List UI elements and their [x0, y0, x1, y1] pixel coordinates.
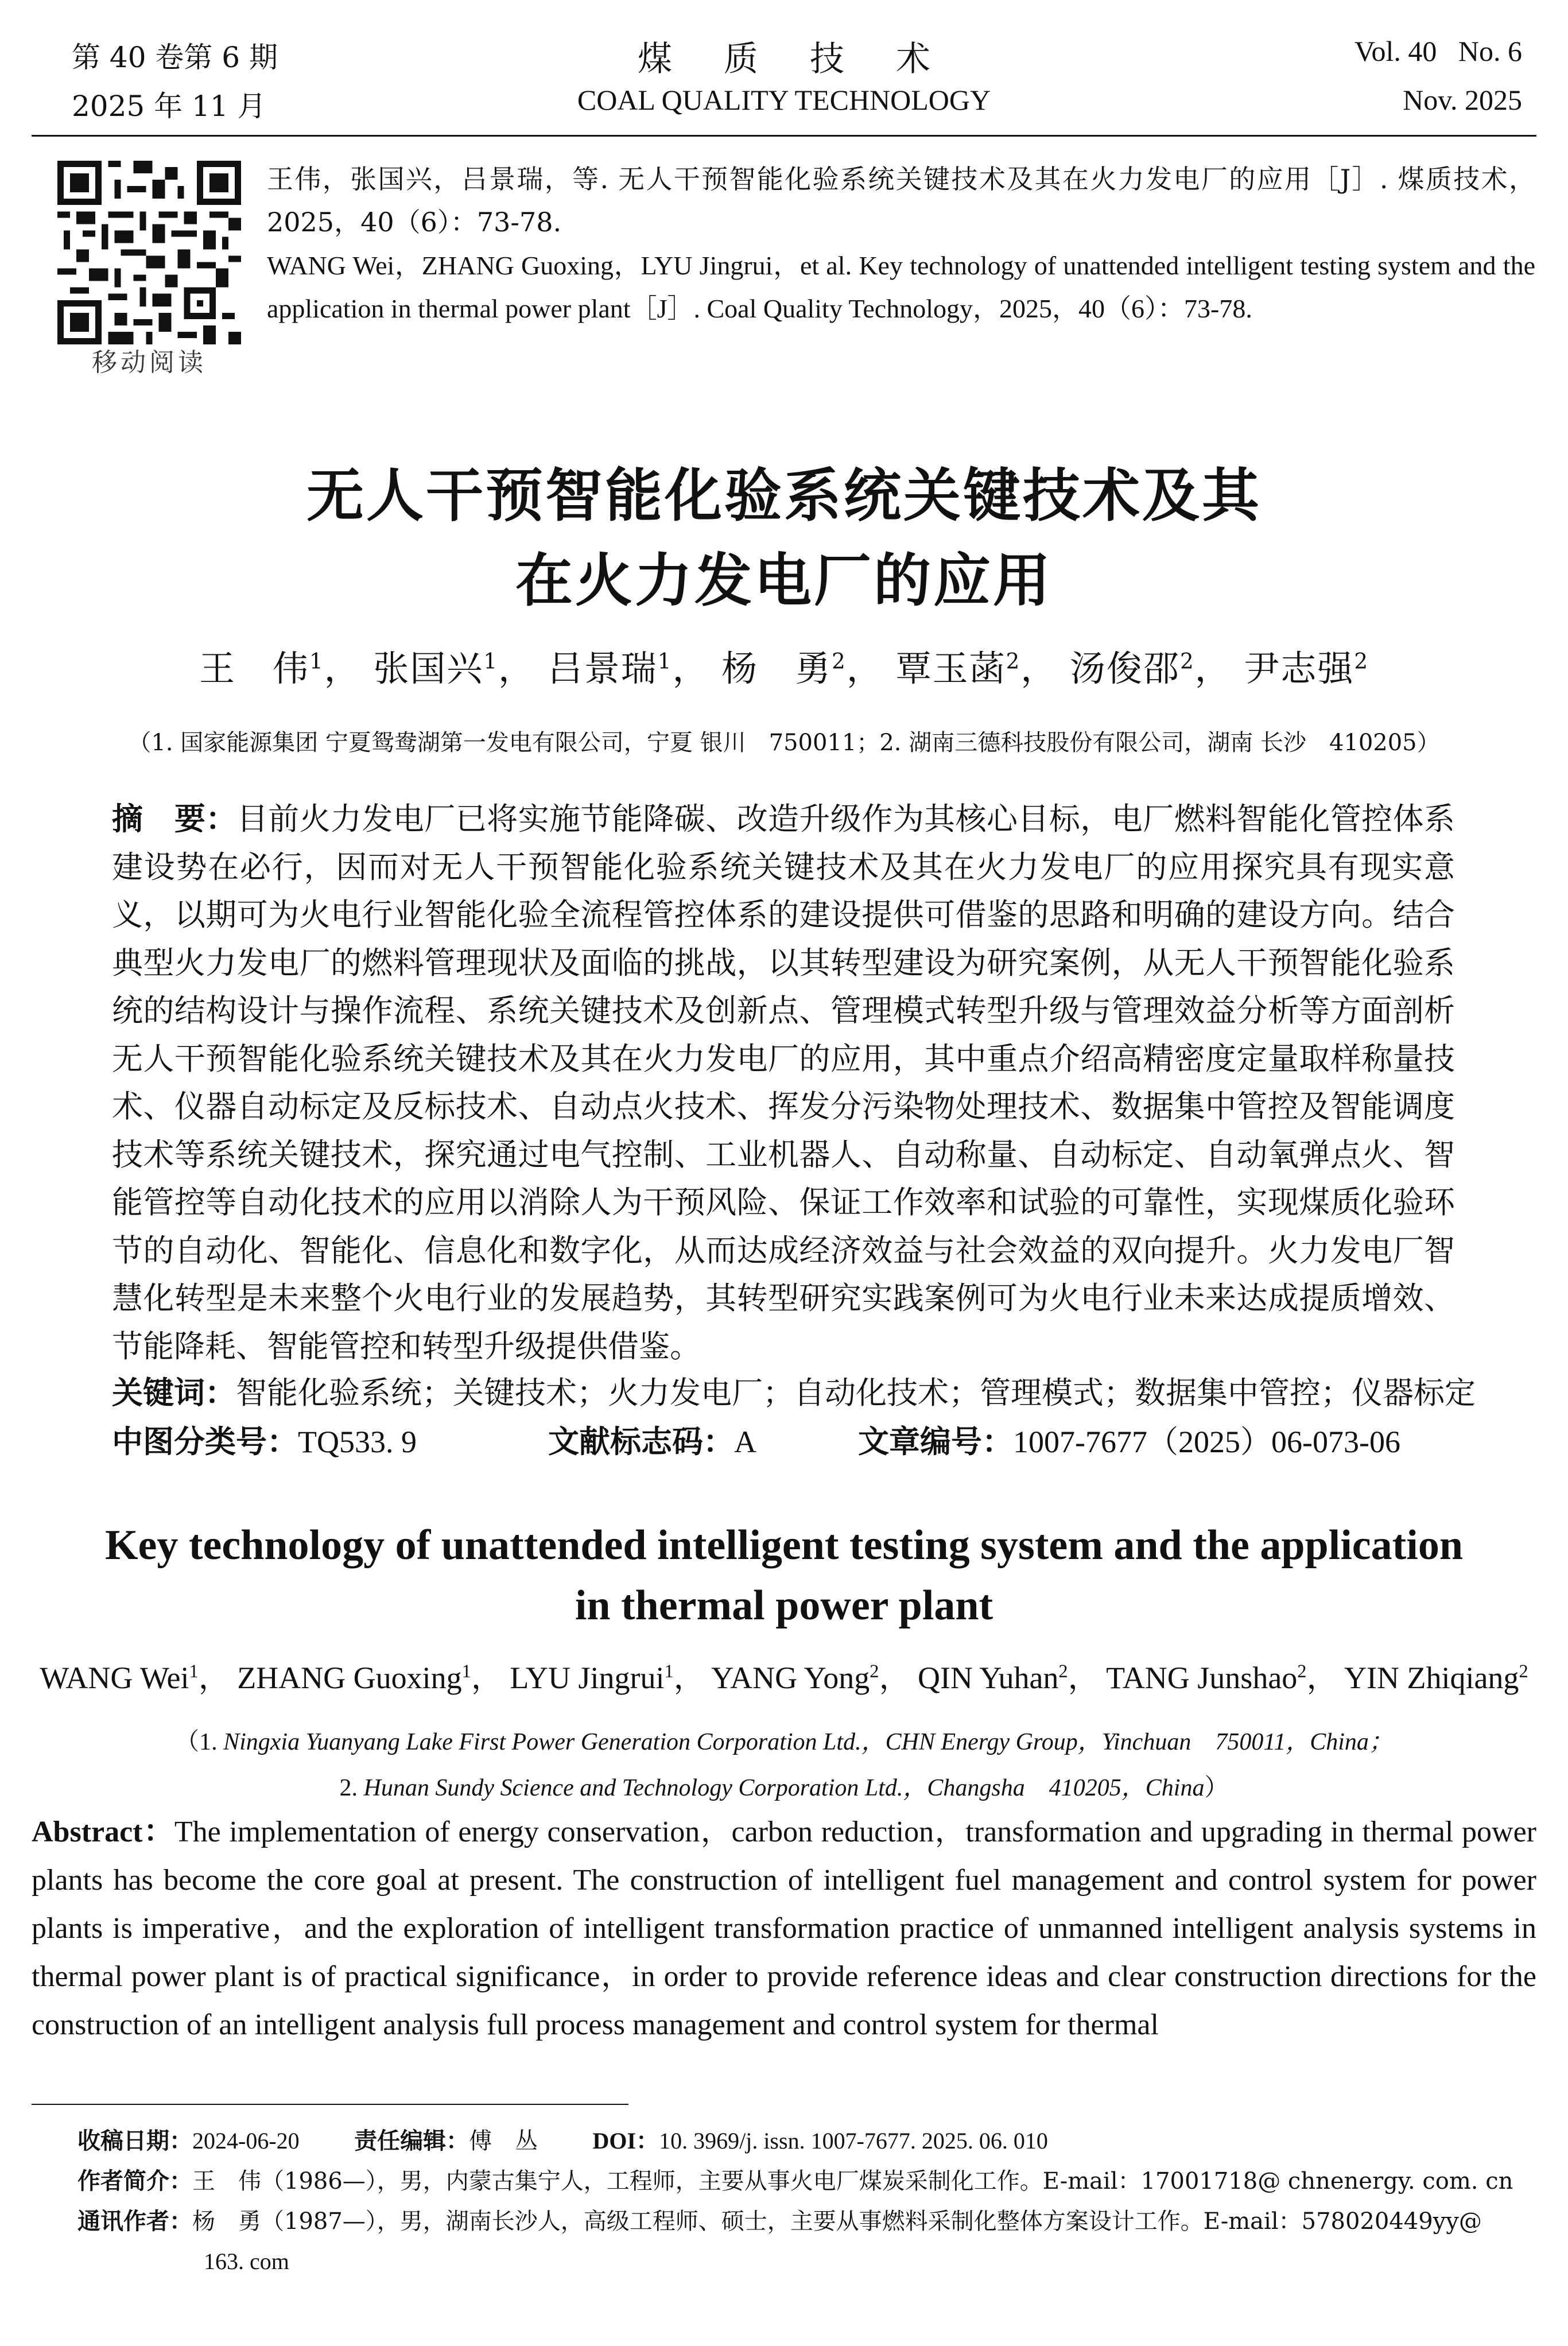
header-volume-en: Vol. 40 No. 6	[1354, 35, 1522, 67]
citation-block	[267, 158, 1535, 330]
author-list-zh: 王 伟$^1$， 张国兴$^1$， 吕景瑞$^1$， 杨 勇$^2$， 覃玉菡$^2$， 汤俊邵$^2$， 尹志强$^2$	[199, 647, 1369, 689]
author-zh: 吕景瑞$^1$	[547, 647, 673, 689]
document-code: 文献标志码：A	[548, 1424, 756, 1460]
header-date-en: Nov. 2025	[1403, 84, 1522, 116]
author-zh: 王 伟$^1$	[199, 647, 324, 689]
author-en: LYU Jingrui$^1$	[510, 1661, 674, 1695]
author-en: TANG Junshao$^2$	[1106, 1661, 1307, 1695]
abstract-zh	[112, 795, 1455, 1370]
author-en: YIN Zhiqiang$^2$	[1344, 1661, 1528, 1695]
qr-code-icon[interactable]	[57, 161, 241, 344]
author-zh: 尹志强$^2$	[1244, 647, 1369, 689]
header-date-zh: 2025 年 11 月	[72, 90, 266, 123]
author-zh: 张国兴$^1$	[373, 647, 499, 689]
footnote-corresponding: 通讯作者：杨 勇（1987—），男，湖南长沙人，高级工程师、硕士，主要从事燃料采制化整体方案设计工作。E-mail：578020449yy@	[77, 2208, 1482, 2235]
paper-title-en-line2: in thermal power plant	[575, 1582, 993, 1629]
paper-title-zh-line2: 在火力发电厂的应用	[515, 547, 1053, 614]
abstract-zh-label: 摘 要：	[112, 801, 237, 837]
footnote-author-bio: 作者简介：王 伟（1986—），男，内蒙古集宁人，工程师，主要从事火电厂煤炭采制化工作。E-mail：17001718@ chnenergy. com. cn	[77, 2168, 1513, 2194]
footnote-block	[77, 2121, 1536, 2282]
footnote-rule	[32, 2104, 628, 2105]
affiliation-en	[0, 1719, 1568, 1811]
author-zh: 汤俊邵$^2$	[1069, 647, 1195, 689]
footnote-received: 收稿日期：2024-06-20 责任编辑：傅 丛 DOI：10. 3969/j. issn. 1007-7677. 2025. 06. 010	[77, 2128, 1048, 2154]
affiliation-en-line2: 2. Hunan Sundy Science and Technology Corporation Ltd.，Changsha 410205，China）	[339, 1775, 1229, 1801]
abstract-en-label: Abstract：	[32, 1816, 174, 1848]
author-list-en: WANG Wei$^1$， ZHANG Guoxing$^1$， LYU Jingrui$^1$， YANG Yong$^2$， QIN Yuhan$^2$， TANG Junshao$^2$， YIN Zhiqiang$^2$	[40, 1661, 1528, 1695]
citation-en: WANG Wei，ZHANG Guoxing，LYU Jingrui，et al. Key technology of unattended intelligent testing system and the application in thermal power plant［J］. Coal Quality Technology，2025，40（6）：73-78.	[267, 251, 1535, 323]
affiliation-en-line1: （1. Ningxia Yuanyang Lake First Power Generation Corporation Ltd.，CHN Energy Group，Yinchuan 750011，China；	[175, 1729, 1393, 1755]
paper-title-en	[0, 1515, 1568, 1636]
article-number: 文章编号：1007-7677（2025）06-073-06	[858, 1424, 1400, 1460]
paper-title-en-line1: Key technology of unattended intelligent testing system and the application	[105, 1522, 1463, 1569]
keywords-zh-text: 智能化验系统；关键技术；火力发电厂；自动化技术；管理模式；数据集中管控；仪器标定	[236, 1375, 1476, 1411]
header-volume-zh: 第 40 卷第 6 期	[72, 41, 278, 74]
abstract-en-text: The implementation of energy conservation，carbon reduction，transformation and upgrading in thermal power plants has become the core goal at present. The construction of intelligent fuel management and control system for power plants is imperative，and the exploration of intelligent transformation practice of unmanned intelligent analysis systems in thermal power plant is of practical significance，in order to provide reference ideas and clear construction directions for the construction of an intelligent analysis full process management and control system for thermal	[32, 1816, 1536, 2041]
keywords-zh	[112, 1369, 1476, 1417]
journal-name-zh: 煤质技术	[638, 39, 982, 79]
author-en: WANG Wei$^1$	[40, 1661, 199, 1695]
affiliation-zh: （1. 国家能源集团 宁夏鸳鸯湖第一发电有限公司，宁夏 银川 750011；2. 湖南三德科技股份有限公司，湖南 长沙 410205）	[128, 730, 1440, 756]
keywords-zh-label: 关键词：	[112, 1375, 236, 1411]
paper-title-zh	[0, 453, 1568, 623]
citation-zh: 王伟，张国兴，吕景瑞，等. 无人干预智能化验系统关键技术及其在火力发电厂的应用［J］. 煤质技术，2025，40（6）：73-78.	[267, 164, 1535, 238]
abstract-zh-text: 目前火力发电厂已将实施节能降碳、改造升级作为其核心目标，电厂燃料智能化管控体系建设势在必行，因而对无人干预智能化验系统关键技术及其在火力发电厂的应用探究具有现实意义，以期可为火电行业智能化验全流程管控体系的建设提供可借鉴的思路和明确的建设方向。结合典型火力发电厂的燃料管理现状及面临的挑战，以其转型建设为研究案例，从无人干预智能化验系统的结构设计与操作流程、系统关键技术及创新点、管理模式转型升级与管理效益分析等方面剖析无人干预智能化验系统关键技术及其在火力发电厂的应用，其中重点介绍高精密度定量取样称量技术、仪器自动标定及反标技术、自动点火技术、挥发分污染物处理技术、数据集中管控及智能调度技术等系统关键技术，探究通过电气控制、工业机器人、自动称量、自动标定、自动氧弹点火、智能管控等自动化技术的应用以消除人为干预风险、保证工作效率和试验的可靠性，实现煤质化验环节的自动化、智能化、信息化和数字化，从而达成经济效益与社会效益的双向提升。火力发电厂智慧化转型是未来整个火电行业的发展趋势，其转型研究实践案例可为火电行业未来达成提质增效、节能降耗、智能管控和转型升级提供借鉴。	[112, 801, 1456, 1364]
footnote-corresponding-cont: 163. com	[204, 2248, 289, 2274]
author-zh: 杨 勇$^2$	[721, 647, 847, 689]
author-en: QIN Yuhan$^2$	[917, 1661, 1068, 1695]
author-zh: 覃玉菡$^2$	[895, 647, 1021, 689]
clc-number: 中图分类号：TQ533. 9	[112, 1424, 417, 1460]
paper-title-zh-line1: 无人干预智能化验系统关键技术及其	[306, 462, 1262, 529]
author-en: ZHANG Guoxing$^1$	[237, 1661, 471, 1695]
journal-name-en: COAL QUALITY TECHNOLOGY	[577, 84, 991, 116]
header-rule	[32, 135, 1536, 137]
abstract-en	[32, 1808, 1536, 2049]
qr-label: 移动阅读	[92, 348, 207, 377]
author-en: YANG Yong$^2$	[711, 1661, 879, 1695]
